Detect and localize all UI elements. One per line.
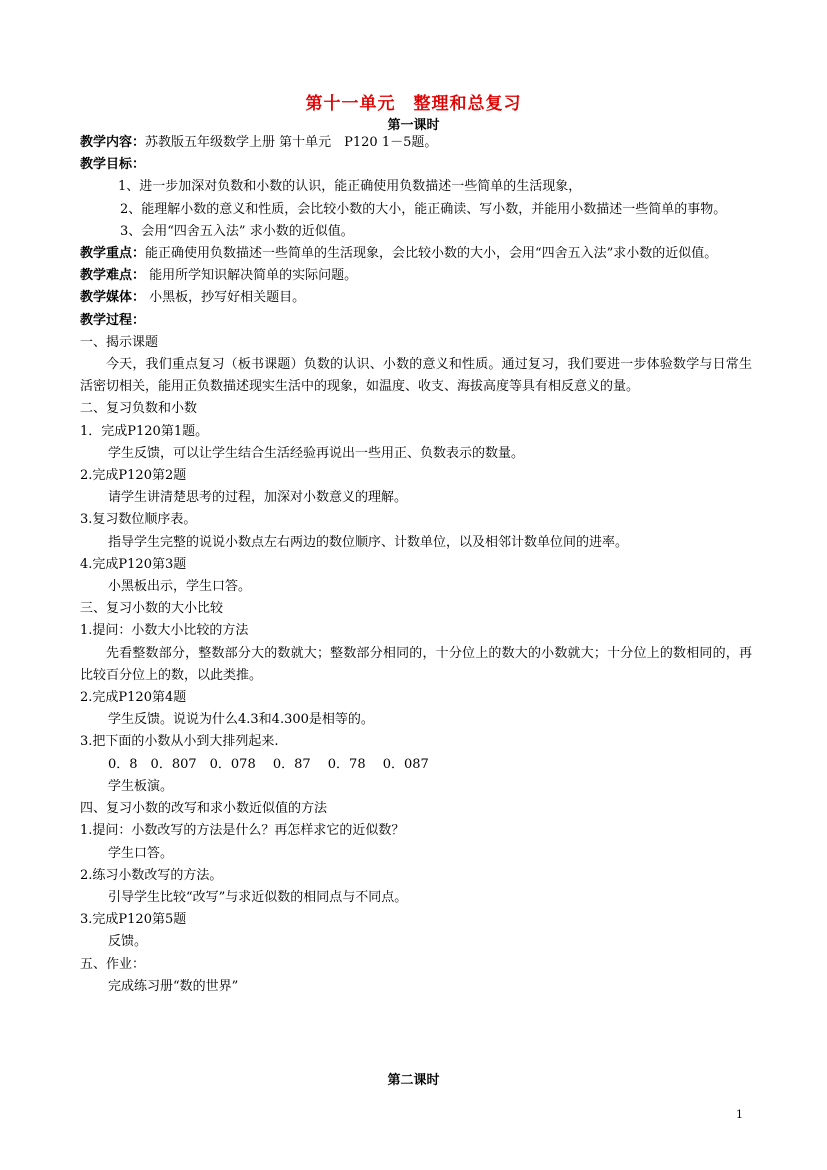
- section-4-item-2: 2.练习小数改写的方法。: [80, 867, 223, 883]
- section-3-title: 三、复习小数的大小比较: [80, 601, 224, 617]
- media: [80, 287, 752, 309]
- section-3-item-1: 1.提问：小数大小比较的方法: [80, 623, 249, 639]
- lesson-2-heading: 第二课时: [387, 1073, 440, 1088]
- section-2-item-2: 2.完成P120第2题: [80, 468, 187, 484]
- section-2-item-4: 4.完成P120第3题: [80, 556, 187, 572]
- section-2-item-1: 1．完成P120第1题。: [80, 423, 209, 439]
- media-label: 教学媒体：: [80, 290, 146, 306]
- section-2-item-2-text: 请学生讲清楚思考的过程，加深对小数意义的理解。: [108, 490, 408, 506]
- section-4-item-3: 3.完成P120第5题: [80, 912, 187, 928]
- section-4-item-3-text: 反馈。: [108, 934, 148, 950]
- difficulty-label: 教学难点：: [80, 268, 146, 284]
- section-1-title: 一、揭示课题: [80, 334, 159, 350]
- section-2-title: 二、复习负数和小数: [80, 401, 198, 417]
- section-3-item-1-text: 先看整数部分，整数部分大的数就大；整数部分相同的，十分位上的数大的小数就大；十分位上的数相同的，再比较百分位上的数，以此类推。: [80, 645, 752, 683]
- section-3-item-3-text: 学生板演。: [108, 778, 174, 794]
- section-1-text: 今天，我们重点复习（板书课题）负数的认识、小数的意义和性质。通过复习，我们要进一步体验数学与日常生活密切相关，能用正负数描述现实生活中的现象，如温度、收支、海拔高度等具有相反意义的量。: [80, 357, 752, 395]
- teaching-content-text: 苏教版五年级数学上册 第十单元 P120 1－5题。: [145, 135, 438, 150]
- section-3-item-2: 2.完成P120第4题: [80, 690, 187, 706]
- section-3-item-3: 3.把下面的小数从小到大排列起来.: [80, 734, 279, 750]
- section-2-item-3-text: 指导学生完整的说说小数点左右两边的数位顺序、计数单位，以及相邻计数单位间的进率。: [108, 534, 629, 550]
- key-points: [80, 243, 752, 265]
- section-4-item-1-text: 学生口答。: [108, 845, 174, 861]
- document-body: [80, 132, 752, 998]
- teaching-goals-label: 教学目标：: [80, 157, 146, 173]
- section-2-item-3: 3.复习数位顺序表。: [80, 512, 197, 528]
- decimal-number-list: 0．8 0．807 0．078 0．87 0．78 0．087: [108, 756, 429, 772]
- section-4-item-1: 1.提问：小数改写的方法是什么？再怎样求它的近似数？: [80, 823, 405, 839]
- section-2-item-1-text: 学生反馈，可以让学生结合生活经验再说出一些用正、负数表示的数量。: [108, 445, 525, 461]
- unit-title: 第十一单元 整理和总复习: [305, 94, 522, 114]
- teaching-content: [80, 132, 752, 154]
- process-label: 教学过程：: [80, 312, 146, 328]
- section-5-title: 五、作业：: [80, 956, 146, 972]
- section-2-item-4-text: 小黑板出示，学生口答。: [108, 579, 252, 595]
- section-4-item-2-text: 引导学生比较“改写”与求近似数的相同点与不同点。: [108, 889, 408, 905]
- goal-item-1: 1、进一步加深对负数和小数的认识，能正确使用负数描述一些简单的生活现象，: [118, 179, 582, 195]
- section-5-text: 完成练习册“数的世界”: [108, 978, 239, 994]
- teaching-content-label: 教学内容：: [80, 135, 146, 150]
- difficulty: [80, 265, 752, 287]
- section-3-item-2-text: 学生反馈。说说为什么4.3和4.300是相等的。: [108, 712, 374, 728]
- difficulty-text: 能用所学知识解决简单的实际问题。: [145, 268, 358, 284]
- media-text: 小黑板，抄写好相关题目。: [145, 290, 306, 306]
- page-number: 1: [736, 1108, 743, 1121]
- key-points-label: 教学重点：: [80, 246, 146, 262]
- lesson-1-heading: 第一课时: [387, 118, 440, 133]
- section-4-title: 四、复习小数的改写和求小数近似值的方法: [80, 801, 328, 817]
- key-points-text: 能正确使用负数描述一些简单的生活现象，会比较小数的大小，会用“四舍五入法”求小数的近似值。: [145, 246, 718, 262]
- goal-item-2: 2、能理解小数的意义和性质，会比较小数的大小，能正确读、写小数，并能用小数描述一些简单的事物。: [120, 201, 727, 217]
- goal-item-3: 3、会用“四舍五入法” 求小数的近似值。: [120, 223, 354, 239]
